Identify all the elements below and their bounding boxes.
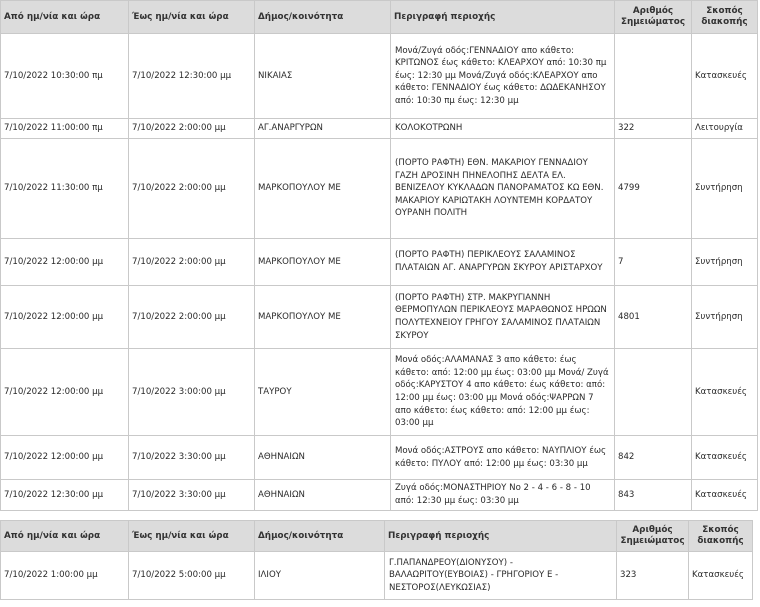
cell-from: 7/10/2022 11:30:00 πμ <box>1 139 129 239</box>
header-municipality: Δήμος/κοινότητα <box>255 1 391 34</box>
cell-purpose: Λειτουργία <box>692 119 758 139</box>
cell-description: Μονά οδός:ΑΣΤΡΟΥΣ απο κάθετο: ΝΑΥΠΛΙΟΥ έως κάθετο: ΠΥΛΟΥ από: 12:00 μμ έως: 03:30 μμ <box>391 436 615 480</box>
table-row <box>1 239 758 286</box>
cell-description: (ΠΟΡΤΟ ΡΑΦΤΗ) ΠΕΡΙΚΛΕΟΥΣ ΣΑΛΑΜΙΝΟΣ ΠΛΑΤΑΙΩΝ ΑΓ. ΑΝΑΡΓΥΡΩΝ ΣΚΥΡΟΥ ΑΡΙΣΤΑΡΧΟΥ <box>391 239 615 286</box>
cell-description: ΚΟΛΟΚΟΤΡΩΝΗ <box>391 119 615 139</box>
cell-to: 7/10/2022 5:00:00 μμ <box>129 552 255 600</box>
header-note-number: Αριθμός Σημειώματος <box>617 521 689 552</box>
table-row <box>1 34 758 119</box>
cell-note-number <box>615 349 692 436</box>
header-to: Έως ημ/νία και ώρα <box>129 521 255 552</box>
cell-to: 7/10/2022 2:00:00 μμ <box>129 119 255 139</box>
cell-to: 7/10/2022 12:30:00 μμ <box>129 34 255 119</box>
cell-municipality: ΜΑΡΚΟΠΟΥΛΟΥ ΜΕ <box>255 239 391 286</box>
cell-municipality: ΑΘΗΝΑΙΩΝ <box>255 436 391 480</box>
table-row <box>1 436 758 480</box>
outage-table-2 <box>0 520 753 600</box>
cell-from: 7/10/2022 12:30:00 μμ <box>1 480 129 511</box>
cell-description: (ΠΟΡΤΟ ΡΑΦΤΗ) ΣΤΡ. ΜΑΚΡΥΓΙΑΝΝΗ ΘΕΡΜΟΠΥΛΩΝ ΠΕΡΙΚΛΕΟΥΣ ΜΑΡΑΘΩΝΟΣ ΗΡΩΩΝ ΠΟΛΥΤΕΧΝΕΙΟΥ ΓΡΗΓΟΥ ΣΑΛΑΜΙΝΟΣ ΠΛΑΤΑΙΩΝ ΣΚΥΡΟΥ <box>391 286 615 349</box>
cell-from: 7/10/2022 11:00:00 πμ <box>1 119 129 139</box>
header-from: Από ημ/νία και ώρα <box>1 1 129 34</box>
cell-description: (ΠΟΡΤΟ ΡΑΦΤΗ) ΕΘΝ. ΜΑΚΑΡΙΟΥ ΓΕΝΝΑΔΙΟΥ ΓΑΖΗ ΔΡΟΣΙΝΗ ΠΗΝΕΛΟΠΗΣ ΔΕΛΤΑ ΕΛ. ΒΕΝΙΖΕΛΟΥ ΚΥΚΛΑΔΩΝ ΠΑΝΟΡΑΜΑΤΟΣ ΚΩ ΕΘΝ. ΜΑΚΑΡΙΟΥ ΚΑΡΙΩΤΑΚΗ ΛΟΥΝΤΕΜΗ ΚΟΡΔΑΤΟΥ ΟΥΡΑΝΗ ΠΟΛΙΤΗ <box>391 139 615 239</box>
cell-description: Ζυγά οδός:ΜΟΝΑΣΤΗΡΙΟΥ Νο 2 - 4 - 6 - 8 - 10 από: 12:30 μμ έως: 03:30 μμ <box>391 480 615 511</box>
cell-note-number: 322 <box>615 119 692 139</box>
cell-from: 7/10/2022 12:00:00 μμ <box>1 286 129 349</box>
cell-note-number: 7 <box>615 239 692 286</box>
header-note-number: Αριθμός Σημειώματος <box>615 1 692 34</box>
cell-description: Γ.ΠΑΠΑΝΔΡΕΟΥ(ΔΙΟΝΥΣΟΥ) - ΒΑΛΑΩΡΙΤΟΥ(ΕΥΒΟΙΑΣ) - ΓΡΗΓΟΡΙΟΥ Ε - ΝΕΣΤΟΡΟΣ(ΛΕΥΚΩΣΙΑΣ) <box>385 552 617 600</box>
table-row <box>1 139 758 239</box>
cell-to: 7/10/2022 3:30:00 μμ <box>129 480 255 511</box>
header-from: Από ημ/νία και ώρα <box>1 521 129 552</box>
cell-description: Μονά/Ζυγά οδός:ΓΕΝΝΑΔΙΟΥ απο κάθετο: ΚΡΙΤΩΝΟΣ έως κάθετο: ΚΛΕΑΡΧΟΥ από: 10:30 πμ έως: 12:30 μμ Μονά/Ζυγά οδός:ΚΛΕΑΡΧΟΥ απο κάθετο: ΓΕΝΝΑΔΙΟΥ έως κάθετο: ΔΩΔΕΚΑΝΗΣΟΥ από: 10:30 πμ έως: 12:30 μμ <box>391 34 615 119</box>
cell-purpose: Συντήρηση <box>692 139 758 239</box>
cell-to: 7/10/2022 3:30:00 μμ <box>129 436 255 480</box>
cell-purpose: Κατασκευές <box>692 480 758 511</box>
cell-municipality: ΜΑΡΚΟΠΟΥΛΟΥ ΜΕ <box>255 139 391 239</box>
cell-description: Μονά οδός:ΑΛΑΜΑΝΑΣ 3 απο κάθετο: έως κάθετο: από: 12:00 μμ έως: 03:00 μμ Μονά/ Ζυγά οδός:ΚΑΡΥΣΤΟΥ 4 απο κάθετο: έως κάθετο: από: 12:00 μμ έως: 03:00 μμ Μονά οδός:ΨΑΡΡΩΝ 7 απο κάθετο: έως κάθετο: από: 12:00 μμ έως: 03:00 μμ <box>391 349 615 436</box>
header-description: Περιγραφή περιοχής <box>385 521 617 552</box>
table-row <box>1 480 758 511</box>
cell-purpose: Κατασκευές <box>689 552 753 600</box>
header-row <box>1 521 753 552</box>
cell-note-number: 843 <box>615 480 692 511</box>
cell-note-number: 4801 <box>615 286 692 349</box>
cell-to: 7/10/2022 2:00:00 μμ <box>129 239 255 286</box>
cell-note-number: 4799 <box>615 139 692 239</box>
header-to: Έως ημ/νία και ώρα <box>129 1 255 34</box>
cell-municipality: ΜΑΡΚΟΠΟΥΛΟΥ ΜΕ <box>255 286 391 349</box>
cell-to: 7/10/2022 2:00:00 μμ <box>129 139 255 239</box>
header-purpose: Σκοπός διακοπής <box>689 521 753 552</box>
cell-note-number <box>615 34 692 119</box>
cell-municipality: ΑΘΗΝΑΙΩΝ <box>255 480 391 511</box>
cell-municipality: ΙΛΙΟΥ <box>255 552 385 600</box>
cell-from: 7/10/2022 12:00:00 μμ <box>1 436 129 480</box>
cell-purpose: Συντήρηση <box>692 239 758 286</box>
header-row <box>1 1 758 34</box>
table-row <box>1 552 753 600</box>
cell-purpose: Συντήρηση <box>692 286 758 349</box>
cell-note-number: 323 <box>617 552 689 600</box>
table-row <box>1 349 758 436</box>
cell-from: 7/10/2022 1:00:00 μμ <box>1 552 129 600</box>
header-municipality: Δήμος/κοινότητα <box>255 521 385 552</box>
cell-from: 7/10/2022 10:30:00 πμ <box>1 34 129 119</box>
cell-note-number: 842 <box>615 436 692 480</box>
header-purpose: Σκοπός διακοπής <box>692 1 758 34</box>
cell-municipality: ΝΙΚΑΙΑΣ <box>255 34 391 119</box>
table-row <box>1 286 758 349</box>
cell-from: 7/10/2022 12:00:00 μμ <box>1 239 129 286</box>
cell-municipality: ΤΑΥΡΟΥ <box>255 349 391 436</box>
cell-purpose: Κατασκευές <box>692 349 758 436</box>
cell-from: 7/10/2022 12:00:00 μμ <box>1 349 129 436</box>
cell-purpose: Κατασκευές <box>692 34 758 119</box>
header-description: Περιγραφή περιοχής <box>391 1 615 34</box>
cell-to: 7/10/2022 2:00:00 μμ <box>129 286 255 349</box>
cell-municipality: ΑΓ.ΑΝΑΡΓΥΡΩΝ <box>255 119 391 139</box>
table-row <box>1 119 758 139</box>
cell-purpose: Κατασκευές <box>692 436 758 480</box>
cell-to: 7/10/2022 3:00:00 μμ <box>129 349 255 436</box>
